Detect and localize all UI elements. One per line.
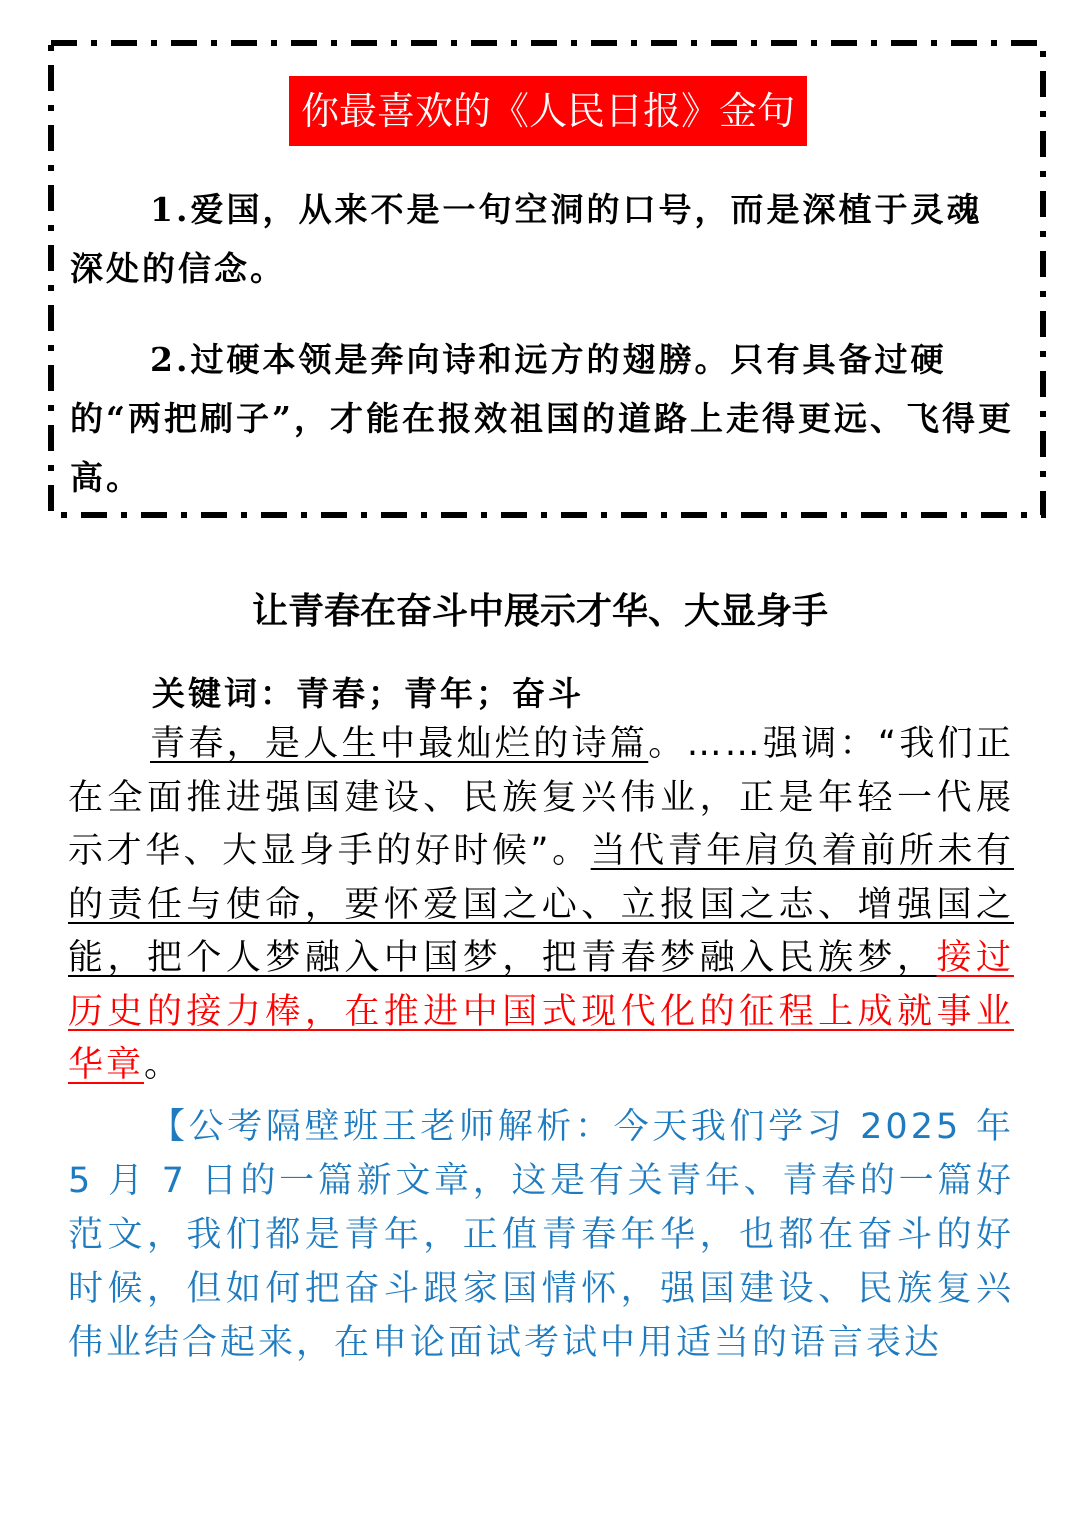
article-keywords: 关键词：青春；青年；奋斗 (152, 674, 584, 713)
quote-box (48, 40, 1046, 518)
article-title: 让青春在奋斗中展示才华、大显身手 (251, 591, 828, 632)
plain-text-2: 。 (144, 1045, 183, 1085)
underlined-phrase-1: 青春，是人生中最灿烂的诗篇 (150, 724, 649, 764)
article-paragraph (68, 718, 1014, 1093)
quote-item-1: 1.爱国，从来不是一句空洞的口号，而是深植于灵魂深处的信念。 (70, 190, 983, 288)
underlined-phrase-2: 当代青年肩负着前所未有的责任与使命，要怀爱国之心、立报国之志、增强国之能，把个人梦融入中国梦，把青春梦融入民族梦， (68, 831, 1014, 978)
quote-box-title: 你最喜欢的《人民日报》金句 (289, 76, 807, 146)
teacher-analysis: 【公考隔壁班王老师解析：今天我们学习 2025 年 5 月 7 日的一篇新文章，这是有关青年、青春的一篇好范文，我们都是青年，正值青春年华，也都在奋斗的好时候，但如何把奋斗跟家国情怀，强国建设、民族复兴伟业结合起来，在申论面试考试中用适当的语言表达 (68, 1107, 1014, 1363)
red-highlight-phrase: 接过历史的接力棒，在推进中国式现代化的征程上成就事业华章 (68, 938, 1014, 1085)
plain-text-1: 。……强调：“我们正在全面推进强国建设、民族复兴伟业，正是年轻一代展示才华、大显身手的好时候”。 (68, 724, 1014, 871)
quote-item-2: 2.过硬本领是奔向诗和远方的翅膀。只有具备过硬的“两把刷子”，才能在报效祖国的道路上走得更远、飞得更高。 (70, 340, 1014, 497)
